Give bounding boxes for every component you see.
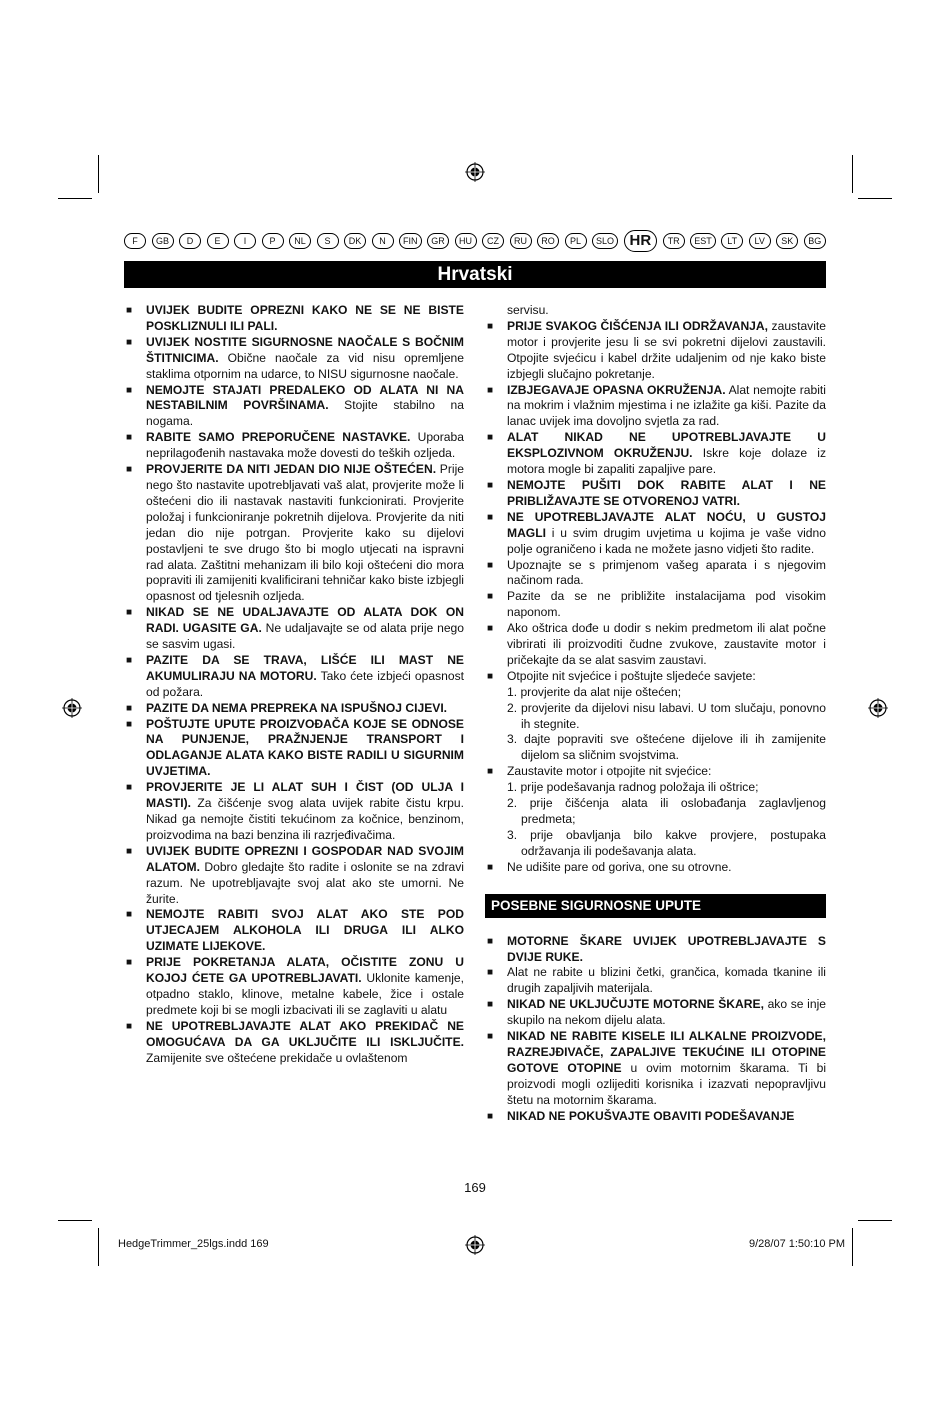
footer-file: HedgeTrimmer_25lgs.indd 169 — [118, 1238, 269, 1250]
bullet-text: i u svim drugim uvjetima u kojima je vaše vidno polje ograničeno i kada ne možete jasno vidjeti što radite. — [507, 525, 826, 556]
language-tab-est: EST — [690, 233, 716, 249]
bullet-item — [124, 717, 464, 781]
bullet-heading: ALAT NIKAD NE UPOTREBLJAVAJTE U EKSPLOZIVNOM OKRUŽENJU. — [507, 430, 826, 461]
language-tab-ru: RU — [510, 233, 532, 249]
language-tab-nl: NL — [289, 233, 311, 249]
language-tab-cz: CZ — [482, 233, 504, 249]
language-tab-bg: BG — [804, 233, 826, 249]
crop-mark — [98, 155, 99, 193]
bullet-square-icon: ■ — [126, 909, 133, 921]
bullet-square-icon: ■ — [487, 591, 494, 603]
bullet-item — [124, 335, 464, 383]
language-tab-hr: HR — [624, 230, 658, 252]
bullet-item — [124, 955, 464, 1019]
crop-mark — [98, 1228, 99, 1266]
bullet-text: Zaustavite motor i otpojite nit svjećice: — [507, 764, 712, 779]
bullet-item — [485, 589, 826, 621]
crop-mark — [852, 1228, 853, 1266]
language-tab-f: F — [124, 233, 146, 249]
bullet-square-icon: ■ — [487, 623, 494, 635]
bullet-square-icon: ■ — [487, 1110, 494, 1122]
numbered-list — [485, 780, 826, 860]
crop-mark — [58, 198, 92, 199]
bullet-square-icon: ■ — [126, 336, 133, 348]
language-tabs — [124, 230, 826, 252]
bullet-text: Ne udaljavajte se od alata prije nego se sasvim ugasi. — [146, 621, 464, 652]
bullet-item — [485, 478, 826, 510]
numbered-list-item: 1. provjerite da alat nije oštećen; — [507, 684, 682, 699]
bullet-text: Ako oštrica dođe u dodir s nekim predmetom ili alat počne vibrirati ili proizvoditi čudne zvukove, zaustavite motor i pričekajte da se alat sasvim zaustavi. — [507, 621, 826, 667]
numbered-list-item: 2. provjerite da dijelovi nisu labavi. U tom slučaju, ponovno ih stegnite. — [507, 700, 826, 731]
bullet-heading: PROVJERITE JE LI ALAT SUH I ČIST (OD ULJA I MASTI). — [146, 780, 464, 811]
bullet-item — [124, 605, 464, 653]
bullet-heading: NEMOJTE PUŠITI DOK RABITE ALAT I NE PRIBLIŽAVAJTE SE OTVORENOJ VATRI. — [507, 477, 826, 508]
bullet-square-icon: ■ — [487, 999, 494, 1011]
bullet-item — [485, 319, 826, 383]
bullet-square-icon: ■ — [126, 464, 133, 476]
bullet-heading: MOTORNE ŠKARE UVIJEK UPOTREBLJAVAJTE S DVIJE RUKE. — [507, 933, 826, 964]
bullet-item — [485, 558, 826, 590]
numbered-list-item: 3. prije obavljanja bilo kakve provjere, postupaka održavanja ili podešavanja alata. — [507, 827, 826, 858]
bullet-heading: PROVJERITE DA NITI JEDAN DIO NIJE OŠTEĆEN. — [146, 462, 437, 477]
bullet-text: Obične naočale za vid nisu opremljene staklima otpornim na udarce, to NISU sigurnosne naočale. — [146, 350, 464, 381]
bullet-square-icon: ■ — [126, 1020, 133, 1032]
bullet-item — [485, 621, 826, 669]
bullet-text: Za čišćenje svog alata uvijek rabite čistu krpu. Nikad ga nemojte čistiti tekućinom za kočnice, benzinom, proizvodima na bazi benzina ili razrjeđivačima. — [146, 796, 464, 842]
bullet-heading: PAZITE DA SE TRAVA, LIŠĆE ILI MAST NE AKUMULIRAJU NA MOTORU. — [146, 652, 464, 683]
bullet-text: Uporaba neprilagođenih nastavaka može dovesti do teških ozljeda. — [146, 430, 464, 461]
language-tab-p: P — [262, 233, 284, 249]
bullet-item — [124, 653, 464, 701]
crop-mark — [858, 198, 892, 199]
bullet-square-icon: ■ — [487, 670, 494, 682]
bullet-item — [124, 844, 464, 908]
bullet-item — [124, 907, 464, 955]
bullet-heading: NE UPOTREBLJAVAJTE ALAT NOĆU, U GUSTOJ MAGLI — [507, 509, 826, 540]
language-tab-e: E — [207, 233, 229, 249]
registration-mark-icon — [868, 698, 888, 718]
bullet-square-icon: ■ — [487, 967, 494, 979]
bullet-text: Alat ne rabite u blizini četki, grančica, komada tkanine ili drugih zapaljivih materijala. — [507, 965, 826, 996]
bullet-heading: UVIJEK BUDITE OPREZNI KAKO NE SE NE BISTE POSKLIZNULI ILI PALI. — [146, 303, 464, 333]
language-tab-lv: LV — [749, 233, 771, 249]
language-tab-gr: GR — [427, 233, 449, 249]
bullet-text: Dobro gledajte što radite i oslonite se na zdravi razum. Ne upotrebljavajte svoj alat ako ste umorni. Ne žurite. — [146, 859, 464, 906]
bullet-square-icon: ■ — [126, 718, 133, 730]
bullet-item — [485, 510, 826, 558]
right-column — [485, 303, 826, 1125]
bullet-square-icon: ■ — [487, 320, 494, 332]
bullet-text: Upoznajte se s primjenom vašeg aparata i s njegovim načinom rada. — [507, 557, 826, 588]
bullet-text: Uklonite kamenje, otpadno staklo, klinove, metalne kabele, žice i ostale predmete koji bi se mogli izbacivati ili se zaglaviti u alatu — [146, 971, 464, 1017]
bullet-text: Prije nego što nastavite upotrebljavati vaš alat, provjerite može li oštećeni dio ili nastavak nastaviti funkcionirati. Provjerite položaj i funkcioniranje pokretnih dijelova. Provjerite da niti jedan dio nije potrgan. Provjerite kako su dijelovi postavljeni te sve drugo što bi moglo utjecati na ispravni rad alata. Zaštitni mehanizam ili bilo koji oštećeni dio mora popraviti ili zamijeniti kvalificirani tehničar kako biste izbjegli opasnost od tjelesnih ozljeda. — [146, 462, 464, 604]
bullet-square-icon: ■ — [487, 511, 494, 523]
bullet-text: zaustavite motor i provjerite jesu li se svi pokretni dijelovi zaustavili. Otpojite svjećicu i kabel držite udaljenim od nje kako biste izbjegli slučajno pokretanje. — [507, 318, 826, 381]
bullet-square-icon: ■ — [126, 702, 133, 714]
bullet-heading: PRIJE POKRETANJA ALATA, OČISTITE ZONU U KOJOJ ĆETE GA UPOTREBLJAVATI. — [146, 955, 464, 986]
bullet-heading: NEMOJTE RABITI SVOJ ALAT AKO STE POD UTJECAJEM ALKOHOLA ILI DRUGA ILI ALKO UZIMATE LIJEKOVE. — [146, 907, 464, 954]
bullet-item — [124, 303, 464, 335]
bullet-text: Iskre koje dolaze iz motora mogle bi zapaliti zapaljive pare. — [507, 446, 826, 477]
bullet-heading: RABITE SAMO PREPORUČENE NASTAVKE. — [146, 430, 411, 445]
bullet-square-icon: ■ — [487, 384, 494, 396]
numbered-list — [485, 685, 826, 765]
bullet-item — [485, 997, 826, 1029]
bullet-heading: NE UPOTREBLJAVAJTE ALAT AKO PREKIDAČ NE OMOGUĆAVA DA GA UKLJUČITE ILI ISKLJUČITE. — [146, 1018, 464, 1049]
section-heading: POSEBNE SIGURNOSNE UPUTE — [485, 894, 826, 918]
bullet-heading: NIKAD NE RABITE KISELE ILI ALKALNE PROIZVODE, RAZREJĐIVAČE, ZAPALJIVE TEKUĆINE ILI OTOPINE GOTOVE OTOPINE — [507, 1029, 826, 1075]
language-tab-tr: TR — [663, 233, 685, 249]
language-tab-sk: SK — [776, 233, 798, 249]
bullet-heading: PAZITE DA NEMA PREPREKA NA ISPUŠNOJ CIJEVI. — [146, 700, 448, 715]
bullet-heading: POŠTUJTE UPUTE PROIZVOĐAČA KOJE SE ODNOSE NA PUNJENJE, PRAŽNJENJE TRANSPORT I ODLAGANJE ALATA KAKO BISTE RADILI U SIGURNIM UVJETIMA. — [146, 716, 464, 779]
bullet-text: Alat nemojte rabiti na mokrim i vlažnim mjestima i ne izlažite ga kiši. Pazite da lanac uvijek ima dovoljno svjetla za rad. — [507, 382, 826, 429]
bullet-heading: NIKAD NE POKUŠVAJTE OBAVITI PODEŠAVANJE — [507, 1108, 795, 1123]
bullet-text: Ne udišite pare od goriva, one su otrovne. — [507, 859, 732, 874]
bullet-heading: UVIJEK NOSTITE SIGURNOSNE NAOČALE S BOČNIM ŠTITNICIMA. — [146, 334, 464, 365]
bullet-heading: IZBJEGAVAJE OPASNA OKRUŽENJA. — [507, 382, 726, 397]
bullet-square-icon: ■ — [126, 384, 133, 396]
language-tab-lt: LT — [721, 233, 743, 249]
bullet-square-icon: ■ — [126, 432, 133, 444]
bullet-item — [124, 1019, 464, 1067]
left-column — [124, 303, 464, 1067]
footer-timestamp: 9/28/07 1:50:10 PM — [748, 1238, 845, 1250]
page-number: 169 — [464, 1180, 486, 1195]
bullet-item — [485, 383, 826, 431]
bullet-heading: NIKAD NE UKLJUČUJTE MOTORNE ŠKARE, — [507, 997, 764, 1012]
bullet-item — [485, 1109, 826, 1125]
language-tab-hu: HU — [455, 233, 477, 249]
language-tab-gb: GB — [152, 233, 174, 249]
bullet-item — [124, 462, 464, 605]
language-tab-s: S — [317, 233, 339, 249]
bullet-square-icon: ■ — [487, 479, 494, 491]
bullet-square-icon: ■ — [487, 935, 494, 947]
registration-mark-icon — [62, 698, 82, 718]
numbered-list-item: 3. dajte popraviti sve oštećene dijelove ili ih zamijenite dijelom sa sličnim svojstvima. — [507, 732, 826, 763]
bullet-square-icon: ■ — [126, 654, 133, 666]
bullet-heading: UVIJEK BUDITE OPREZNI I GOSPODAR NAD SVOJIM ALATOM. — [146, 843, 464, 874]
bullet-square-icon: ■ — [126, 305, 133, 316]
continuation-text: servisu. — [507, 303, 549, 317]
bullet-heading: NIKAD SE NE UDALJAVAJTE OD ALATA DOK ON RADI. UGASITE GA. — [146, 605, 464, 636]
bullet-heading: PRIJE SVAKOG ČIŠĆENJA ILI ODRŽAVANJA, — [507, 318, 768, 333]
bullet-square-icon: ■ — [126, 782, 133, 794]
numbered-list-item: 1. prije podešavanja radnog položaja ili oštrice; — [507, 780, 759, 795]
bullet-square-icon: ■ — [487, 861, 494, 873]
bullet-heading: NEMOJTE STAJATI PREDALEKO OD ALATA NI NA NESTABILNIM POVRŠINAMA. — [146, 382, 464, 413]
bullet-item — [124, 430, 464, 462]
bullet-square-icon: ■ — [487, 559, 494, 571]
bullet-item — [485, 1029, 826, 1109]
bullet-item — [485, 669, 826, 685]
bullet-item — [485, 965, 826, 997]
crop-mark — [852, 155, 853, 193]
bullet-text: Pazite da se ne približite instalacijama pod visokim naponom. — [507, 589, 826, 620]
crop-mark — [858, 1220, 892, 1221]
language-tab-slo: SLO — [592, 233, 618, 249]
bullet-text: Stojite stabilno na nogama. — [146, 398, 464, 429]
bullet-item — [485, 934, 826, 966]
bullet-text: u ovim motornim škarama. Ti bi proizvodi mogli ozlijediti korisnika i izazvati nepopravljivu štetu na motornim škarama. — [507, 1060, 827, 1107]
registration-mark-icon — [465, 162, 485, 182]
language-tab-i: I — [234, 233, 256, 249]
language-tab-d: D — [179, 233, 201, 249]
bullet-text: Tako ćete izbjeći opasnost od požara. — [146, 668, 464, 699]
numbered-list-item: 2. prije čišćenja alata ili oslobađanja zaglavljenog predmeta; — [507, 796, 826, 826]
language-tab-n: N — [372, 233, 394, 249]
bullet-item — [124, 780, 464, 844]
bullet-item — [124, 383, 464, 431]
bullet-item — [485, 764, 826, 780]
bullet-item — [124, 701, 464, 717]
bullet-text: Zamijenite sve oštećene prekidače u ovlaštenom — [146, 1050, 408, 1065]
page-title: Hrvatski — [124, 261, 826, 288]
crop-mark — [58, 1220, 92, 1221]
language-tab-ro: RO — [537, 233, 559, 249]
registration-mark-icon — [465, 1235, 485, 1255]
language-tab-pl: PL — [565, 233, 587, 249]
bullet-square-icon: ■ — [126, 607, 133, 619]
bullet-square-icon: ■ — [126, 957, 133, 969]
bullet-item — [485, 860, 826, 876]
bullet-square-icon: ■ — [126, 845, 133, 857]
bullet-square-icon: ■ — [487, 1031, 494, 1043]
bullet-text: Otpojite nit svjećice i poštujte sljedeće savjete: — [507, 668, 756, 683]
bullet-square-icon: ■ — [487, 432, 494, 444]
language-tab-dk: DK — [344, 233, 366, 249]
bullet-text: ako se inje skupilo na nekom dijelu alata. — [507, 997, 826, 1028]
language-tab-fin: FIN — [399, 233, 422, 249]
bullet-item — [485, 430, 826, 478]
bullet-square-icon: ■ — [487, 766, 494, 778]
